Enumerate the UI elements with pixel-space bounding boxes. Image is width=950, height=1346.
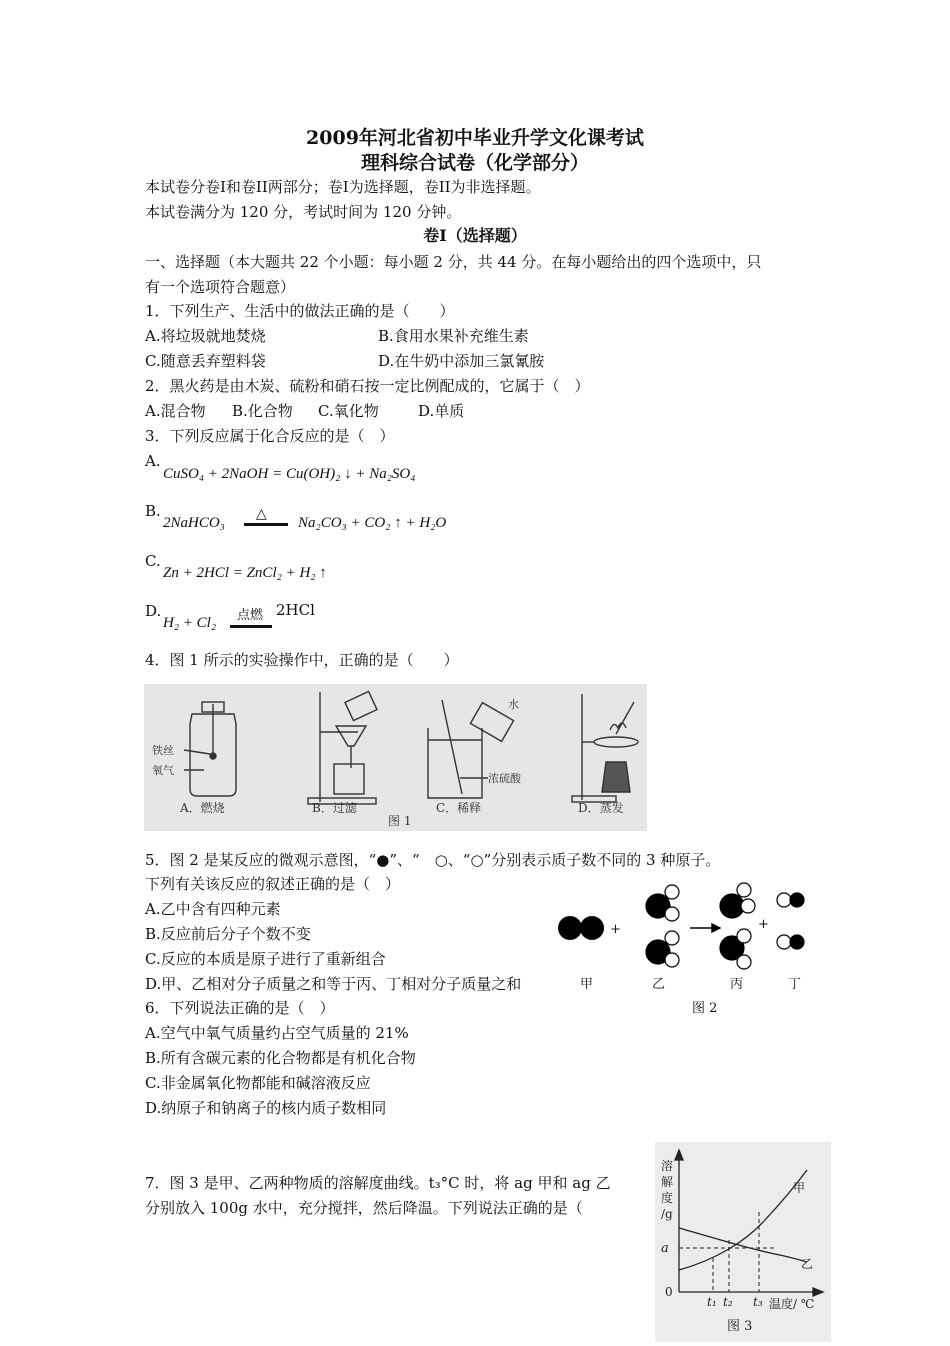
q1-option-d: D.在牛奶中添加三氯氰胺 <box>378 352 545 370</box>
filtration-funnel-icon <box>308 691 377 804</box>
fig1-label-a: A．燃烧 <box>180 801 225 815</box>
intro-line-2: 本试卷满分为 120 分，考试时间为 120 分钟。 <box>145 203 462 221</box>
fig2-caption: 图 2 <box>692 1001 718 1016</box>
q3-option-b-left: 2NaHCO₃ <box>163 515 225 531</box>
molecule-yi-icon <box>646 885 679 967</box>
evaporation-dish-icon <box>572 694 638 802</box>
q1-stem: 1．下列生产、生活中的做法正确的是（ ） <box>145 302 455 320</box>
fig3-label-jia: 甲 <box>793 1181 806 1195</box>
fig1-label-c: C．稀释 <box>436 801 482 815</box>
arrow-icon <box>690 924 720 932</box>
section-heading: 卷I（选择题） <box>423 226 527 245</box>
fig3-label-t1: t₁ <box>707 1295 717 1309</box>
q5-option-c: C.反应的本质是原子进行了重新组合 <box>145 950 386 968</box>
figure-2-drawing <box>554 880 824 1020</box>
fig1-label-b: B．过滤 <box>312 801 357 815</box>
fig2-plus-2: + <box>758 917 769 932</box>
fig3-label-t2: t₂ <box>723 1295 733 1309</box>
exam-title: 2009年河北省初中毕业升学文化课考试 <box>306 127 644 149</box>
q5-option-a: A.乙中含有四种元素 <box>145 900 281 918</box>
q5-option-d: D.甲、乙相对分子质量之和等于丙、丁相对分子质量之和 <box>145 975 522 993</box>
figure-1-drawing <box>144 684 647 831</box>
fig2-label-yi: 乙 <box>652 977 666 992</box>
fig1-label-oxygen: 氧气 <box>152 764 174 777</box>
q1-option-a: A.将垃圾就地焚烧 <box>145 327 266 345</box>
fig1-label-iron: 铁丝 <box>152 744 174 757</box>
q3-option-c-label: C. <box>145 552 161 570</box>
q2-option-a: A.混合物 <box>145 402 206 420</box>
q2-option-c: C.氧化物 <box>318 402 379 420</box>
section-instructions-1: 一、选择题（本大题共 22 个小题：每小题 2 分，共 44 分。在每小题给出的四个选项中，只 <box>145 253 762 271</box>
q7-stem-1: 7．图 3 是甲、乙两种物质的溶解度曲线。t₃°C 时，将 ag 甲和 ag 乙 <box>145 1174 611 1192</box>
q3-option-d-right: 2HCl <box>276 601 315 619</box>
fig2-label-jia: 甲 <box>580 977 594 992</box>
q4-stem: 4．图 1 所示的实验操作中，正确的是（ ） <box>145 651 459 669</box>
fig3-axes <box>675 1150 823 1296</box>
molecule-ding-icon <box>777 893 804 949</box>
q6-option-c: C.非金属氧化物都能和碱溶液反应 <box>145 1074 371 1092</box>
q6-stem: 6．下列说法正确的是（ ） <box>145 999 335 1017</box>
q3-option-b-label: B. <box>145 502 161 520</box>
q5-option-b: B.反应前后分子个数不变 <box>145 925 311 943</box>
fig3-label-zero: 0 <box>665 1285 673 1299</box>
fig1-label-water: 水 <box>508 698 519 711</box>
curve-yi <box>679 1228 807 1262</box>
fig3-label-t3: t₃ <box>753 1295 763 1309</box>
molecule-jia-icon <box>558 916 604 940</box>
section-instructions-2: 有一个选项符合题意） <box>145 278 296 296</box>
q3-option-d-arrow-bar <box>230 625 272 628</box>
fig1-label-acid: 浓硫酸 <box>488 772 521 785</box>
fig1-label-d: D．蒸发 <box>578 801 624 815</box>
fig3-caption: 图 3 <box>727 1319 753 1334</box>
q5-stem: 5．图 2 是某反应的微观示意图，“●”、“ ○、“○”分别表示质子数不同的 3 种原子。 <box>145 851 721 869</box>
q3-option-b-right: Na₂CO₃ + CO₂ ↑ + H₂O <box>298 515 447 531</box>
molecule-bing-icon <box>720 883 755 969</box>
intro-line-1: 本试卷分卷I和卷II两部分；卷I为选择题，卷II为非选择题。 <box>145 178 541 196</box>
q2-stem: 2．黑火药是由木炭、硫粉和硝石按一定比例配成的，它属于（ ） <box>145 377 590 395</box>
fig3-label-a: a <box>661 1241 669 1256</box>
q3-option-a-equation: CuSO₄ + 2NaOH = Cu(OH)₂ ↓ + Na₂SO₄ <box>163 466 416 482</box>
q3-option-b-condition: △ <box>256 506 267 522</box>
exam-subtitle: 理科综合试卷（化学部分） <box>360 152 589 174</box>
q6-option-b: B.所有含碳元素的化合物都是有机化合物 <box>145 1049 416 1067</box>
q2-option-d: D.单质 <box>418 402 465 420</box>
q7-stem-2: 分别放入 100g 水中，充分搅拌，然后降温。下列说法正确的是（ <box>145 1199 583 1217</box>
fig3-ylabel: 溶解度/g <box>661 1159 674 1221</box>
q1-option-b: B.食用水果补充维生素 <box>378 327 529 345</box>
q3-option-d-left: H₂ + Cl₂ <box>163 615 217 631</box>
gas-bottle-icon <box>184 702 236 796</box>
fig2-label-bing: 丙 <box>730 977 744 992</box>
q2-option-b: B.化合物 <box>232 402 293 420</box>
q3-option-a-label: A. <box>145 452 161 470</box>
fig2-label-ding: 丁 <box>788 977 802 992</box>
q3-option-d-label: D. <box>145 602 162 620</box>
q3-option-c-equation: Zn + 2HCl = ZnCl₂ + H₂ ↑ <box>163 565 327 581</box>
curve-jia <box>679 1170 807 1270</box>
q6-option-a: A.空气中氧气质量约占空气质量的 21% <box>145 1024 409 1042</box>
q3-option-b-arrow-bar <box>244 523 288 526</box>
q3-stem: 3．下列反应属于化合反应的是（ ） <box>145 427 395 445</box>
q5-stem-2: 下列有关该反应的叙述正确的是（ ） <box>145 875 401 893</box>
figure-3 <box>655 1142 831 1342</box>
fig3-label-yi: 乙 <box>801 1257 814 1271</box>
fig1-caption: 图 1 <box>388 814 412 828</box>
q6-option-d: D.纳原子和钠离子的核内质子数相同 <box>145 1099 387 1117</box>
fig3-xlabel: 温度/ ℃ <box>769 1297 815 1311</box>
figure-1 <box>144 684 647 831</box>
q3-option-d-condition: 点燃 <box>237 608 264 623</box>
q1-option-c: C.随意丢弃塑料袋 <box>145 352 266 370</box>
figure-2 <box>554 880 824 1020</box>
fig2-plus-1: + <box>610 922 621 937</box>
figure-3-drawing <box>655 1142 831 1342</box>
